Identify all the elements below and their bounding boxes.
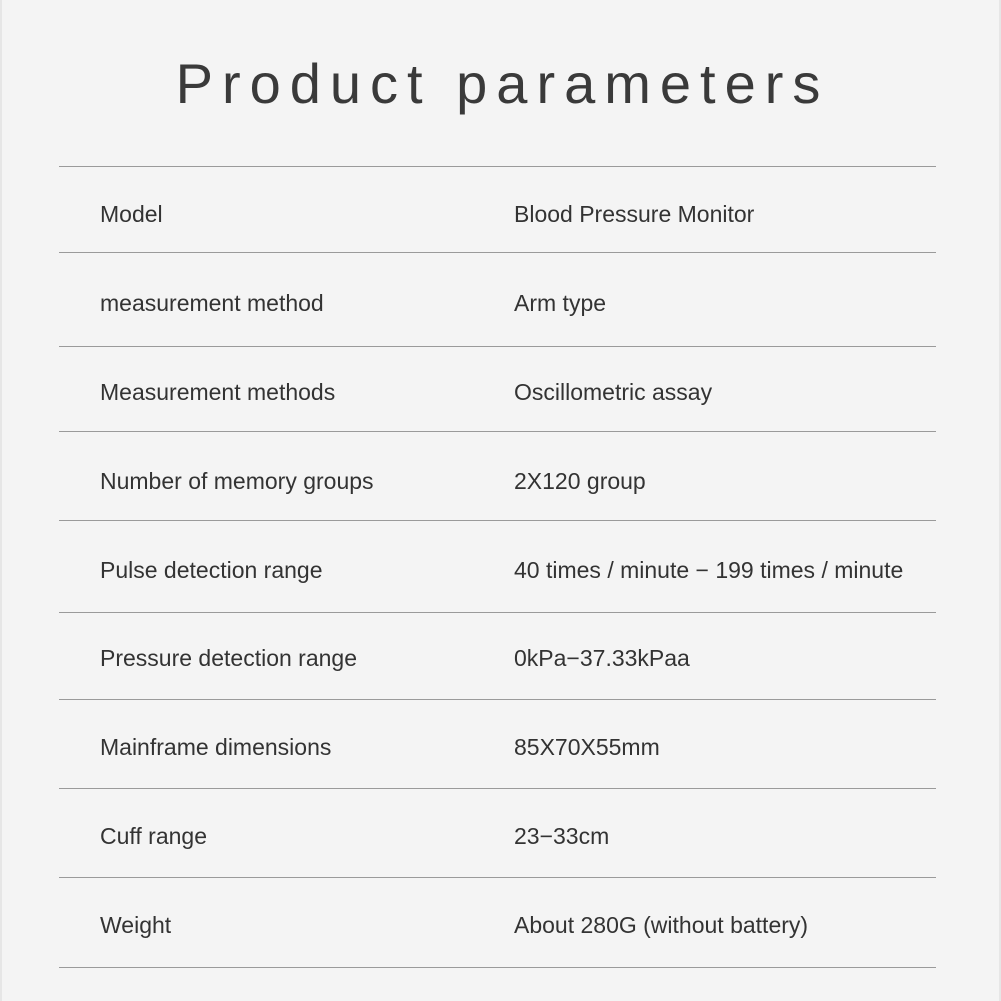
page-edge-left bbox=[0, 0, 2, 1001]
table-divider bbox=[59, 612, 936, 613]
table-divider bbox=[59, 166, 936, 167]
row-label-cuff-range: Cuff range bbox=[100, 823, 207, 849]
row-label-measurement-methods: Measurement methods bbox=[100, 379, 336, 405]
row-label-memory-groups: Number of memory groups bbox=[100, 468, 374, 494]
row-label-model: Model bbox=[100, 201, 163, 227]
table-divider bbox=[59, 788, 936, 789]
table-divider bbox=[59, 520, 936, 521]
table-divider bbox=[59, 431, 936, 432]
row-label-weight: Weight bbox=[100, 912, 172, 938]
row-value-weight: About 280G (without battery) bbox=[514, 912, 809, 938]
table-divider bbox=[59, 699, 936, 700]
row-label-measurement-method: measurement method bbox=[100, 290, 324, 316]
table-divider bbox=[59, 346, 936, 347]
row-label-pulse-range: Pulse detection range bbox=[100, 557, 323, 583]
page-title: Product parameters bbox=[175, 52, 830, 115]
table-divider bbox=[59, 967, 936, 968]
row-value-cuff-range: 23−33cm bbox=[514, 823, 610, 849]
table-divider bbox=[59, 252, 936, 253]
row-value-pulse-range: 40 times / minute − 199 times / minute bbox=[514, 557, 904, 583]
row-value-measurement-methods: Oscillometric assay bbox=[514, 379, 713, 405]
row-value-memory-groups: 2X120 group bbox=[514, 468, 646, 494]
row-label-dimensions: Mainframe dimensions bbox=[100, 734, 332, 760]
row-value-model: Blood Pressure Monitor bbox=[514, 201, 755, 227]
row-value-dimensions: 85X70X55mm bbox=[514, 734, 660, 760]
row-value-measurement-method: Arm type bbox=[514, 290, 607, 316]
row-value-pressure-range: 0kPa−37.33kPaa bbox=[514, 645, 690, 671]
row-label-pressure-range: Pressure detection range bbox=[100, 645, 357, 671]
table-divider bbox=[59, 877, 936, 878]
